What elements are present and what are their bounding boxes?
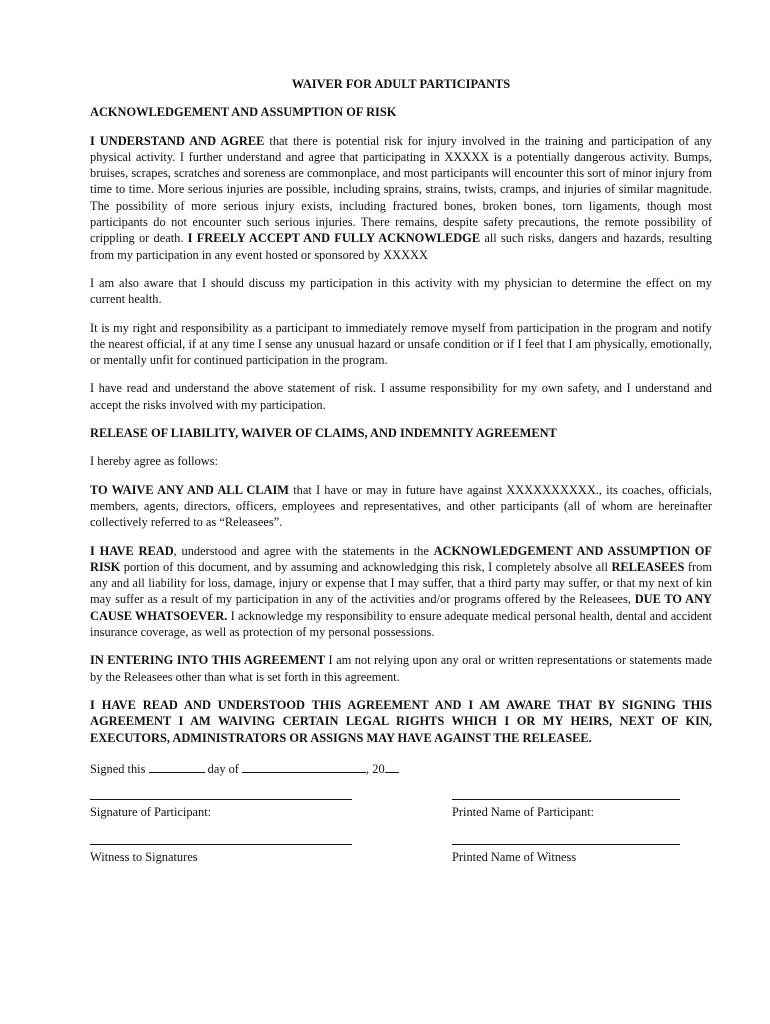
paragraph-understand-agree: [90, 133, 712, 263]
paragraph-text: , understood and agree with the statements in the: [173, 543, 434, 558]
bold-phrase: RELEASEES: [611, 559, 685, 574]
participant-signature-block: [90, 799, 352, 820]
participant-printed-block: [452, 799, 680, 820]
signed-prefix: Signed this: [90, 761, 149, 776]
paragraph-text: I am not relying upon any oral or written representations or statements made by the Releasees other than what is set forth in this agreement.: [90, 653, 712, 684]
witness-signature-block: [90, 844, 352, 865]
paragraph-have-read: [90, 543, 712, 641]
paragraph-text: from any and all liability for loss, damage, injury or expense that I may suffer, that a third party may suffer, or that my next of kin may suffer as a result of my participation in any of the activities and/or programs offered by the Releasees,: [90, 559, 713, 607]
signed-suffix: , 20: [366, 761, 385, 776]
paragraph-text: that I have or may in future have against XXXXXXXXXX., its coaches, officials, members, agents, directors, officers, employees and representatives, and other participants (all of whom are hereinafter collectively referred to as “Releasees”.: [90, 482, 712, 530]
paragraph-entering-agreement: [90, 652, 712, 685]
signed-date-line: [90, 760, 712, 777]
paragraph-physician: I am also aware that I should discuss my participation in this activity with my physician to determine the effect on my current health.: [90, 275, 712, 307]
section-heading-risk: ACKNOWLEDGEMENT AND ASSUMPTION OF RISK: [90, 105, 397, 120]
bold-lead: IN ENTERING INTO THIS AGREEMENT: [90, 653, 326, 668]
participant-signature-label: Signature of Participant:: [90, 805, 212, 820]
signature-row-witness: [90, 844, 712, 889]
bold-lead: I FREELY ACCEPT AND FULLY ACKNOWLEDGE: [187, 231, 481, 246]
witness-signature-label: Witness to Signatures: [90, 850, 198, 865]
signed-middle: day of: [204, 761, 243, 776]
paragraph-waive-claims: [90, 482, 712, 531]
document-title: WAIVER FOR ADULT PARTICIPANTS: [291, 77, 511, 91]
section-heading-release: RELEASE OF LIABILITY, WAIVER OF CLAIMS, AND INDEMNITY AGREEMENT: [90, 426, 557, 441]
participant-signature-line[interactable]: [90, 799, 352, 800]
witness-printed-label: Printed Name of Witness: [452, 850, 577, 865]
witness-signature-line[interactable]: [90, 844, 352, 845]
bold-phrase: DUE TO ANY CAUSE WHATSOEVER.: [90, 592, 712, 623]
year-blank[interactable]: [385, 760, 399, 773]
waiver-document: [90, 76, 712, 889]
paragraph-final-acknowledgement: I HAVE READ AND UNDERSTOOD THIS AGREEMENT AND I AM AWARE THAT BY SIGNING THIS AGREEMENT I AM WAIVING CERTAIN LEGAL RIGHTS WHICH I OR MY HEIRS, NEXT OF KIN, EXECUTORS, ADMINISTRATORS OR ASSIGNS MAY HAVE AGAINST THE RELEASEE.: [90, 697, 712, 745]
witness-printed-line[interactable]: [452, 844, 680, 845]
paragraph-text: all such risks, dangers and hazards, resulting from my participation in any event hosted or sponsored by XXXXX: [90, 231, 713, 262]
bold-lead: I HAVE READ: [90, 543, 174, 558]
bold-phrase: ACKNOWLEDGEMENT AND ASSUMPTION OF RISK: [90, 543, 713, 574]
day-blank[interactable]: [149, 760, 205, 773]
paragraph-agree-follows: I hereby agree as follows:: [90, 454, 218, 469]
paragraph-right-responsibility: It is my right and responsibility as a participant to immediately remove myself from participation in the program and notify the nearest official, if at any time I sense any unusual hazard or unsafe condition or if I feel that I am physically, emotionally, or mentally unfit for continued participation in the program.: [90, 320, 712, 368]
participant-printed-line[interactable]: [452, 799, 680, 800]
bold-lead: TO WAIVE ANY AND ALL CLAIM: [90, 482, 290, 497]
paragraph-text: portion of this document, and by assuming and acknowledging this risk, I completely absolve all: [120, 559, 612, 574]
paragraph-text: I acknowledge my responsibility to ensure adequate medical personal health, dental and accident insurance coverage, as well as protection of my personal possessions.: [90, 608, 713, 640]
signature-row-participant: [90, 799, 712, 844]
paragraph-read-understand: I have read and understand the above statement of risk. I assume responsibility for my own safety, and I understand and accept the risks involved with my participation.: [90, 381, 712, 412]
bold-lead: I UNDERSTAND AND AGREE: [90, 133, 265, 148]
participant-printed-label: Printed Name of Participant:: [452, 805, 595, 820]
month-blank[interactable]: [242, 760, 366, 773]
witness-printed-block: [452, 844, 680, 865]
paragraph-text: that there is potential risk for injury involved in the training and participation of any physical activity. I further understand and agree that participating in XXXXX is a potentially dangerous activity. Bumps, bruises, scrapes, scratches and soreness are commonplace, and most participants will encounter this sort of minor injury from time to time. More serious injuries are possible, including sprains, strains, twists, cramps, and injuries of similar magnitude. The possibility of more serious injury exists, including fractured bones, broken bones, torn ligaments, though most participants do not encounter such serious injuries. There remains, despite safety precautions, the remote possibility of crippling or death.: [90, 133, 712, 246]
